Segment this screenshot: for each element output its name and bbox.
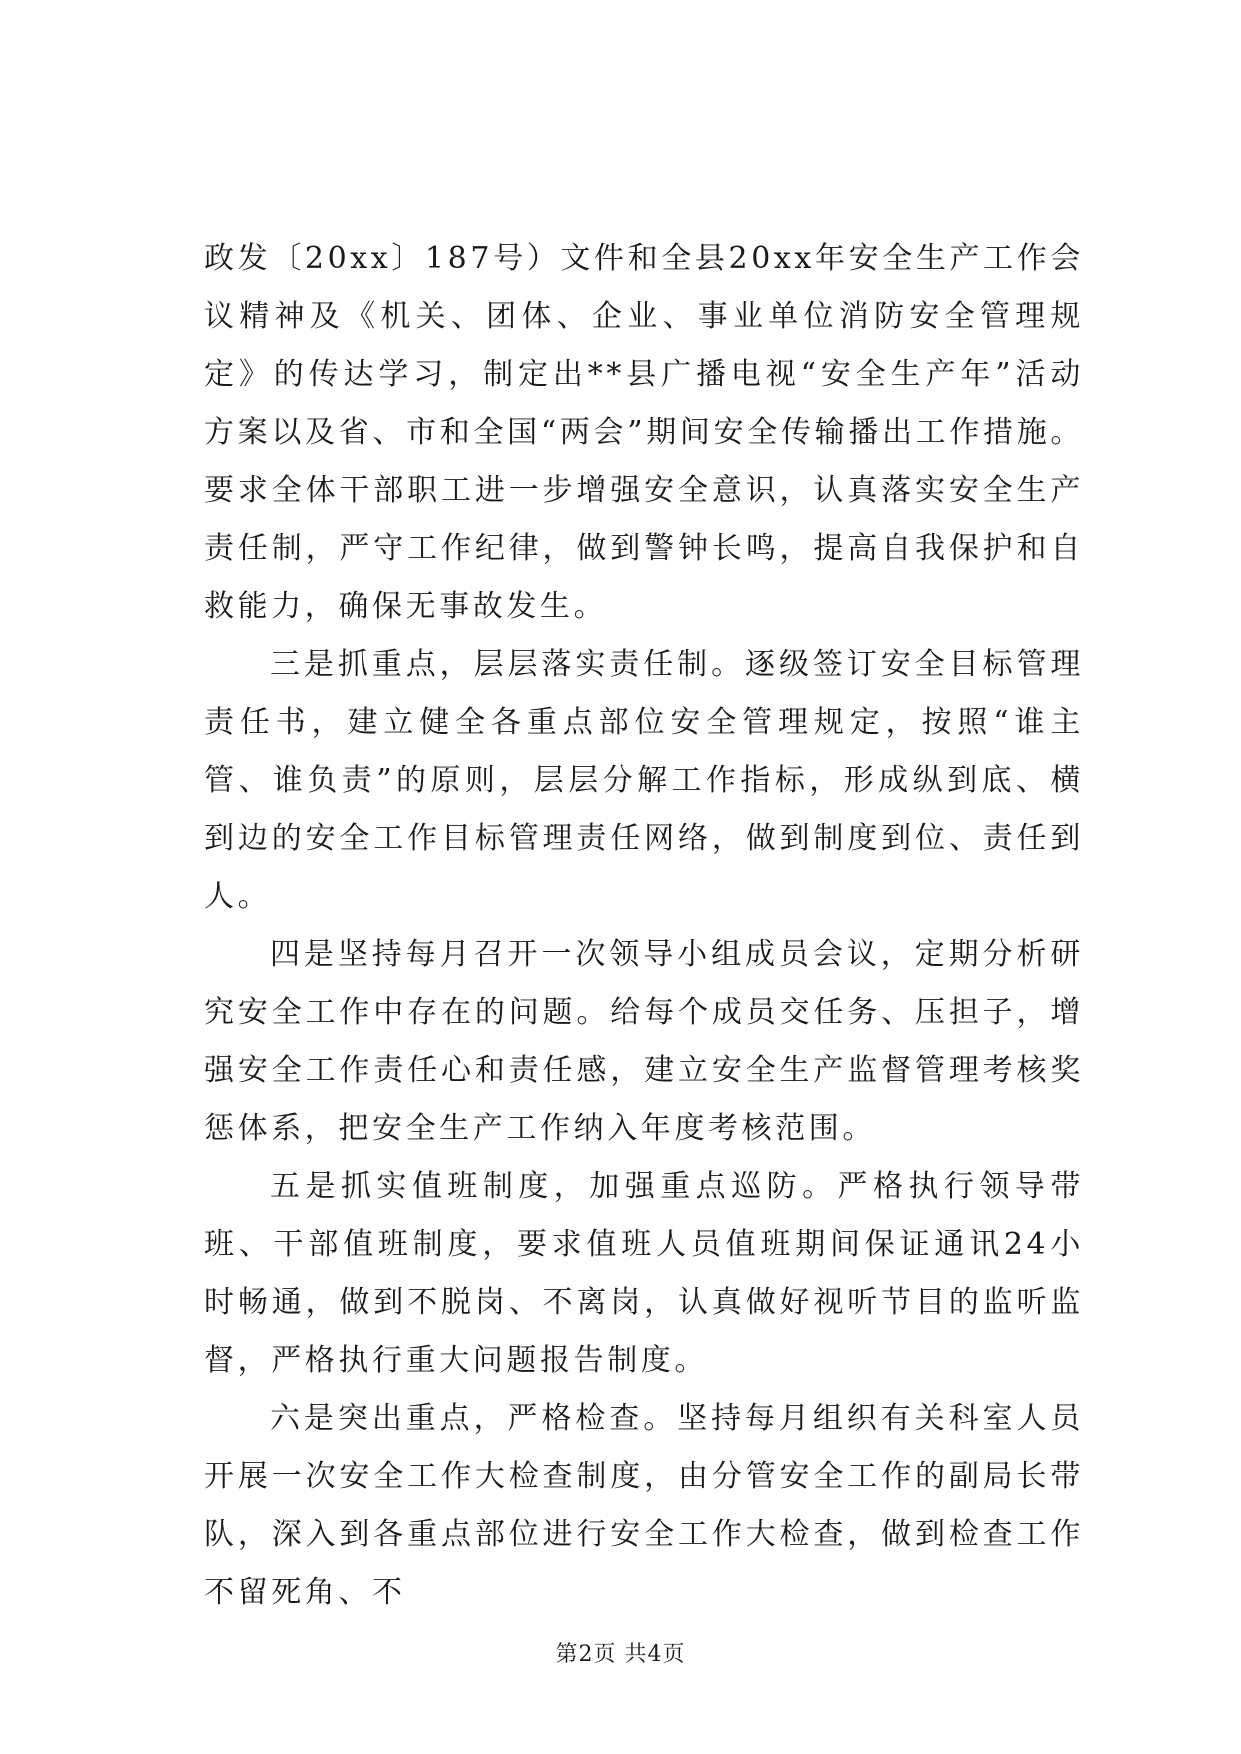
paragraph-continuation: 政发〔20xx〕187号）文件和全县20xx年安全生产工作会议精神及《机关、团体、企业、事业单位消防安全管理规定》的传达学习，制定出**县广播电视“安全生产年”活动方案以及省、市和全国“两会”期间安全传输播出工作措施。要求全体干部职工进一步增强安全意识，认真落实安全生产责任制，严守工作纪律，做到警钟长鸣，提高自我保护和自救能力，确保无事故发生。 [204, 241, 1084, 624]
paragraph-item-five: 五是抓实值班制度，加强重点巡防。严格执行领导带班、干部值班制度，要求值班人员值班期间保证通讯24小时畅通，做到不脱岗、不离岗，认真做好视听节目的监听监督，严格执行重大问题报告制度。 [204, 1169, 1084, 1378]
document-body [204, 230, 1084, 1622]
paragraph-item-four: 四是坚持每月召开一次领导小组成员会议，定期分析研究安全工作中存在的问题。给每个成员交任务、压担子，增强安全工作责任心和责任感，建立安全生产监督管理考核奖惩体系，把安全生产工作纳入年度考核范围。 [204, 937, 1084, 1146]
paragraph-item-three: 三是抓重点，层层落实责任制。逐级签订安全目标管理责任书，建立健全各重点部位安全管理规定，按照“谁主管、谁负责”的原则，层层分解工作指标，形成纵到底、横到边的安全工作目标管理责任网络，做到制度到位、责任到人。 [204, 647, 1084, 914]
paragraph-item-six: 六是突出重点，严格检查。坚持每月组织有关科室人员开展一次安全工作大检查制度，由分管安全工作的副局长带队，深入到各重点部位进行安全工作大检查，做到检查工作不留死角、不 [204, 1401, 1084, 1610]
page-number-footer: 第2页 共4页 [555, 1642, 686, 1667]
